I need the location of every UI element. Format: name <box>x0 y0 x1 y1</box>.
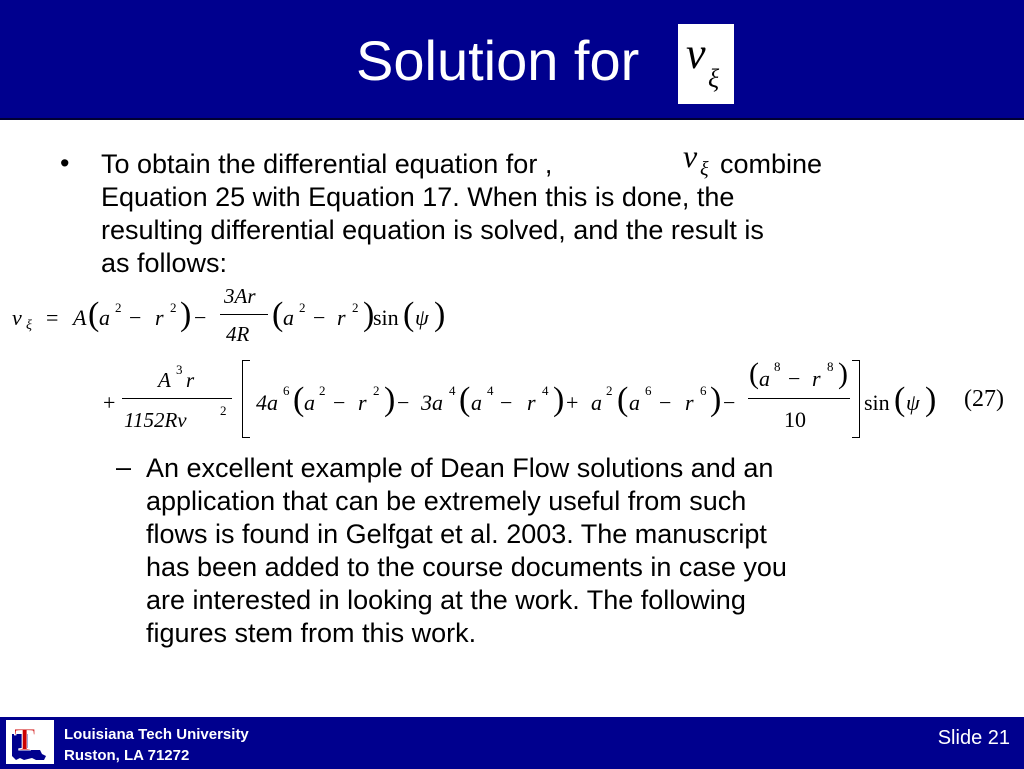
eq-minus: − <box>723 390 736 415</box>
eq-frac-A: A <box>158 368 171 392</box>
eq-frac-den: 10 <box>784 407 806 432</box>
eq-paren-open: ( <box>749 357 759 390</box>
footer-info <box>64 724 249 766</box>
eq-minus: − <box>659 390 672 415</box>
eq-a: a <box>629 390 640 415</box>
eq-frac-line <box>220 314 268 315</box>
eq-a: a <box>471 390 482 415</box>
subbullet-marker: – <box>116 452 132 482</box>
eq-r: r <box>337 305 346 330</box>
eq-frac-den: 4R <box>226 322 250 346</box>
bullet1-line1: To obtain the differential equation for , <box>101 149 553 179</box>
subbullet-line3: flows is found in Gelfgat et al. 2003. The manuscript <box>146 519 767 549</box>
eq-paren-open: ( <box>894 381 906 418</box>
subbullet-line5: are interested in looking at the work. The following <box>146 585 746 615</box>
eq-sin: sin <box>373 305 399 330</box>
eq-a: a <box>591 390 602 415</box>
eq-exp: 6 <box>645 383 652 398</box>
footer-university: Louisiana Tech University <box>64 726 249 743</box>
eq-exp: 2 <box>373 383 380 398</box>
eq-minus: − <box>313 305 326 330</box>
inline-math-base: v <box>683 138 698 174</box>
footer-location: Ruston, LA 71272 <box>64 747 190 764</box>
eq-r: r <box>685 390 694 415</box>
eq-r: r <box>812 366 821 391</box>
eq-paren-close: ) <box>384 381 396 418</box>
eq-paren-close: ) <box>838 357 848 390</box>
eq-minus: − <box>500 390 513 415</box>
eq-minus: − <box>333 390 346 415</box>
eq-number: (27) <box>964 386 1004 412</box>
eq-a: a <box>283 305 294 330</box>
eq-r: r <box>358 390 367 415</box>
inline-math-sub: ξ <box>700 158 709 180</box>
university-logo <box>6 720 54 764</box>
eq-minus: − <box>788 366 801 391</box>
eq-exp: 2 <box>115 300 122 315</box>
subbullet-line4: has been added to the course documents in case you <box>146 552 787 582</box>
subbullet-line6: figures stem from this work. <box>146 618 477 648</box>
eq-lhs-v: v <box>12 305 22 330</box>
eq-exp: 4 <box>449 383 456 398</box>
eq-frac-r: r <box>186 368 195 392</box>
slide-number: Slide 21 <box>937 727 1010 749</box>
eq-psi: ψ <box>906 390 920 415</box>
eq-exp: 2 <box>220 403 227 418</box>
bullet1-line2: Equation 25 with Equation 17. When this is done, the <box>101 182 735 212</box>
eq-paren-open: ( <box>293 381 305 418</box>
eq-plus: + <box>566 390 579 415</box>
eq-frac-num: 3Ar <box>224 284 256 308</box>
eq-3a: 3a <box>421 390 443 415</box>
eq-exp: 6 <box>700 383 707 398</box>
eq-lhs-xi: ξ <box>26 318 32 333</box>
eq-exp: 8 <box>827 359 834 374</box>
eq-bracket-left <box>242 360 250 438</box>
eq-paren-open: ( <box>617 381 629 418</box>
eq-frac-line <box>122 398 232 399</box>
subbullet-line1: An excellent example of Dean Flow solutions and an <box>146 453 774 483</box>
subbullet-line2: application that can be extremely useful from such <box>146 486 747 516</box>
eq-minus: − <box>129 305 142 330</box>
eq-equals: = <box>46 305 59 330</box>
eq-paren-close: ) <box>925 381 937 418</box>
eq-a: a <box>759 366 770 391</box>
eq-4a: 4a <box>256 390 278 415</box>
bullet1-line3: resulting differential equation is solved, and the result is <box>101 215 764 245</box>
eq-exp: 3 <box>176 362 183 377</box>
eq-paren-close: ) <box>710 381 722 418</box>
eq-exp: 2 <box>352 300 359 315</box>
eq-frac-den: 1152Rν <box>124 408 187 432</box>
eq-exp: 8 <box>774 359 781 374</box>
eq-paren-close: ) <box>434 296 446 333</box>
eq-A: A <box>73 305 87 330</box>
eq-exp: 2 <box>319 383 326 398</box>
slide-title: Solution for <box>356 29 640 92</box>
title-math-base: v <box>686 29 706 78</box>
eq-bracket-right <box>852 360 860 438</box>
eq-a: a <box>99 305 110 330</box>
eq-plus: + <box>103 390 116 415</box>
eq-paren-close: ) <box>363 296 375 333</box>
eq-a: a <box>304 390 315 415</box>
eq-paren-open: ( <box>88 296 100 333</box>
eq-exp: 2 <box>170 300 177 315</box>
bullet1-after-math: combine <box>720 149 823 179</box>
eq-minus: − <box>194 305 207 330</box>
eq-exp: 2 <box>606 383 613 398</box>
eq-psi: ψ <box>415 305 429 330</box>
eq-frac-line <box>748 398 850 399</box>
eq-paren-open: ( <box>403 296 415 333</box>
title-math-box <box>678 24 734 104</box>
eq-paren-open: ( <box>272 296 284 333</box>
eq-exp: 4 <box>542 383 549 398</box>
eq-exp: 6 <box>283 383 290 398</box>
eq-r: r <box>527 390 536 415</box>
eq-paren-close: ) <box>180 296 192 333</box>
logo-t: T <box>14 721 36 757</box>
eq-sin: sin <box>864 390 890 415</box>
eq-minus: − <box>397 390 410 415</box>
eq-paren-close: ) <box>553 381 565 418</box>
eq-r: r <box>155 305 164 330</box>
bullet1-line4: as follows: <box>101 248 228 278</box>
eq-exp: 2 <box>299 300 306 315</box>
bullet-marker: • <box>60 148 70 178</box>
eq-paren-open: ( <box>459 381 471 418</box>
title-math-sub: ξ <box>708 64 720 93</box>
eq-exp: 4 <box>487 383 494 398</box>
